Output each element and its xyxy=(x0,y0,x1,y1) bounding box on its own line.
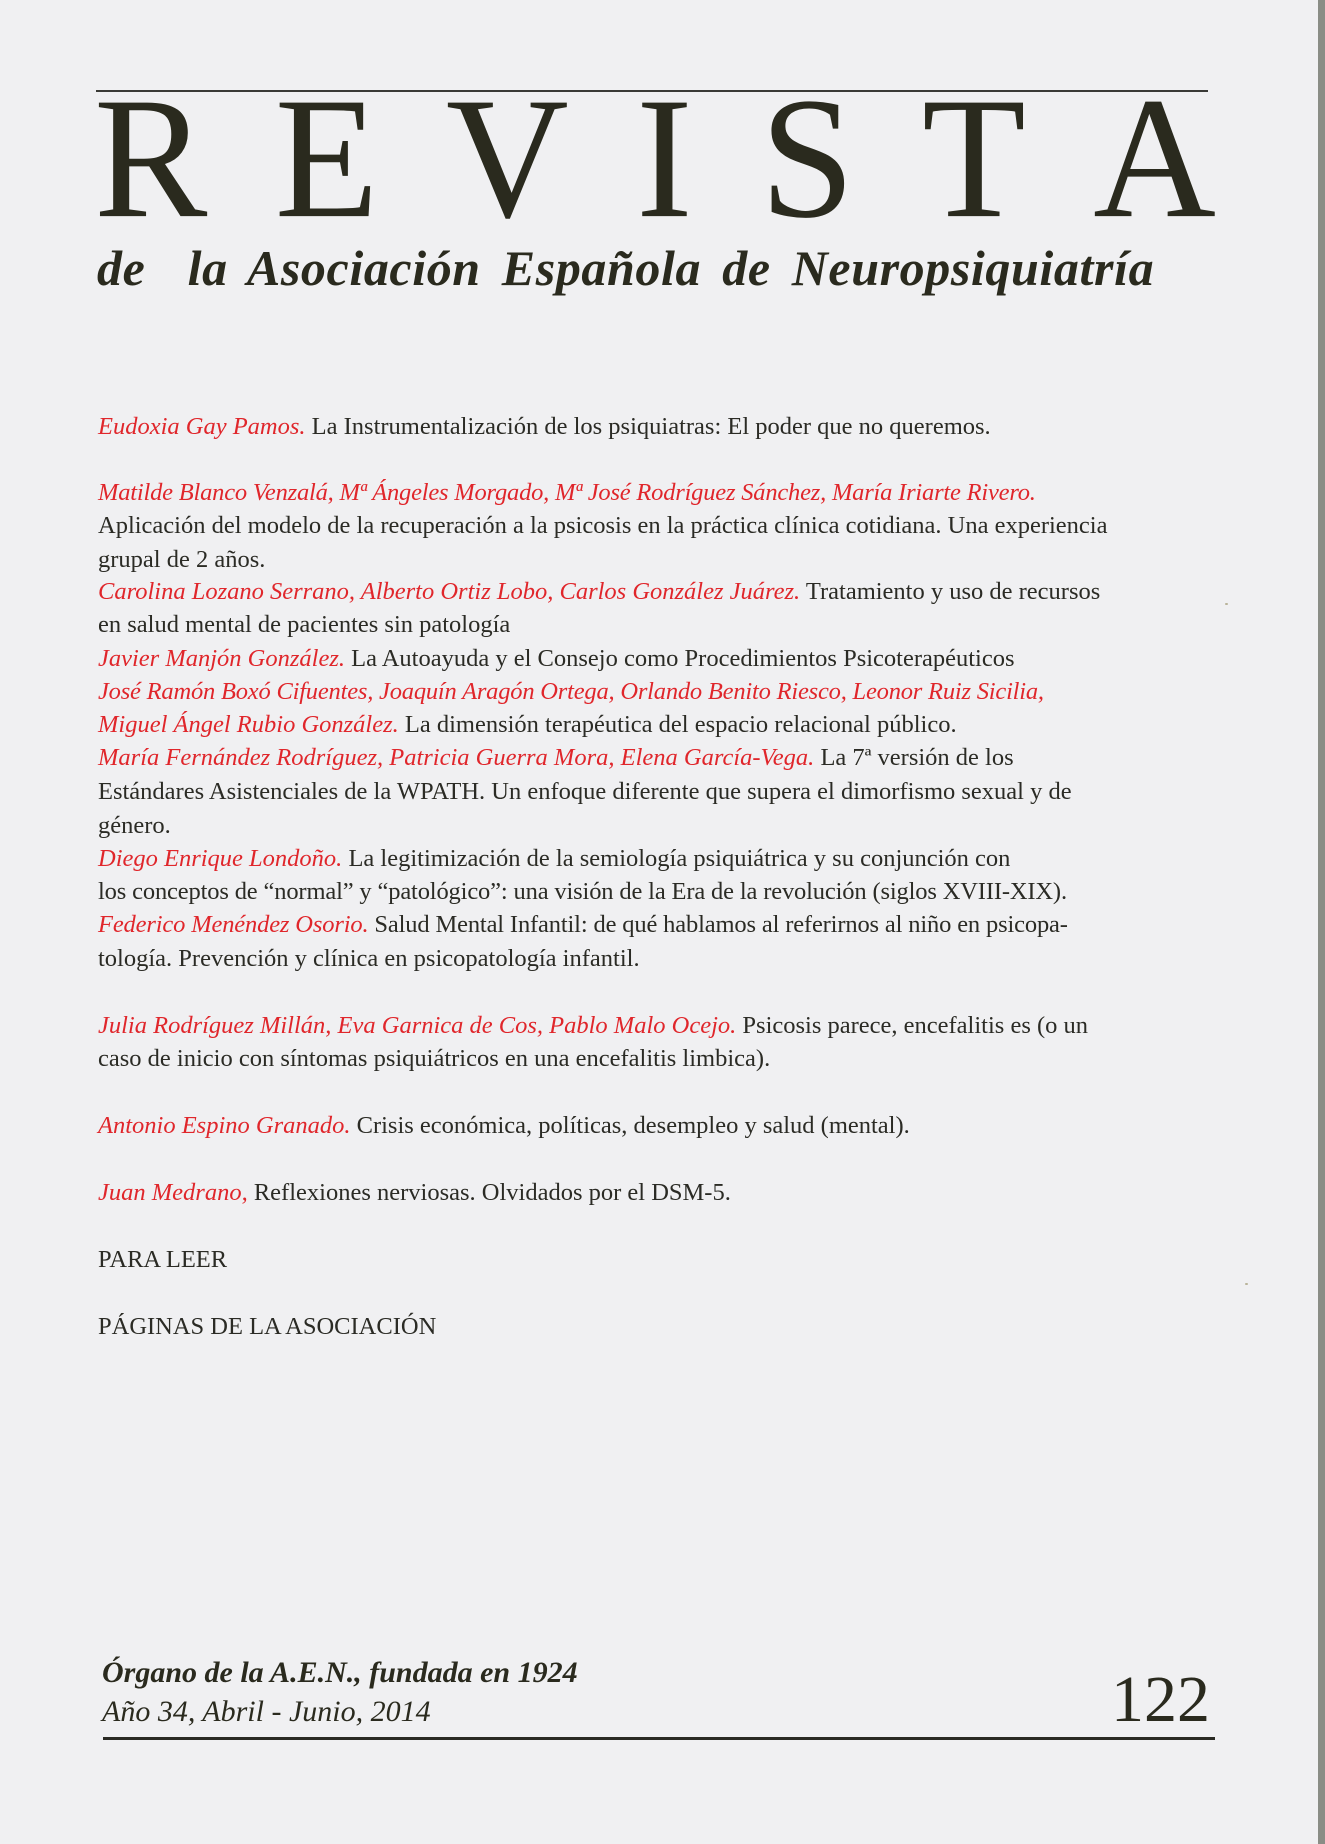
toc-line xyxy=(98,511,1107,541)
journal-subtitle: de la Asociación Española de Neuropsiquiatría xyxy=(97,240,1155,296)
toc-title: Psicosis parece, encefalitis es (o un xyxy=(736,1012,1089,1039)
toc-line xyxy=(98,910,1068,940)
toc-line xyxy=(98,478,1036,508)
toc-line xyxy=(98,743,1014,773)
toc-line xyxy=(98,811,171,841)
toc-line xyxy=(98,844,1010,874)
toc-line xyxy=(98,777,1072,807)
toc-line xyxy=(98,677,1044,707)
toc-line xyxy=(98,1178,731,1208)
toc-title: Aplicación del modelo de la recuperación a la psicosis en la práctica clínica cotidiana. Una experiencia xyxy=(98,512,1108,539)
bottom-rule xyxy=(103,1737,1215,1740)
scan-speck xyxy=(1225,603,1228,605)
toc-author: Federico Menéndez Osorio. xyxy=(98,911,369,938)
journal-title xyxy=(94,62,1216,254)
toc-title: en salud mental de pacientes sin patología xyxy=(98,611,511,638)
toc-line xyxy=(98,412,991,442)
title-letter: V xyxy=(445,62,569,254)
title-letter: I xyxy=(636,62,693,254)
toc-title: Crisis económica, políticas, desempleo y salud (mental). xyxy=(350,1112,910,1139)
toc-title: La legitimización de la semiología psiquiátrica y su conjunción con xyxy=(342,845,1011,872)
title-letter: R xyxy=(94,62,208,254)
toc-author: Javier Manjón González. xyxy=(98,645,345,672)
footer-date: Año 34, Abril - Junio, 2014 xyxy=(102,1695,431,1728)
toc-author: María Fernández Rodríguez, Patricia Guerra Mora, Elena García-Vega. xyxy=(98,744,815,771)
toc-author: Juan Medrano, xyxy=(98,1179,248,1206)
scan-speck xyxy=(1245,1283,1248,1285)
toc-line xyxy=(98,577,1100,607)
toc-line xyxy=(98,1011,1088,1041)
issue-number: 122 xyxy=(1111,1663,1210,1736)
toc-line xyxy=(98,644,1015,674)
toc-title: los conceptos de “normal” y “patológico”: una visión de la Era de la revolución (siglos XVIII-XIX). xyxy=(98,878,1067,905)
toc-line xyxy=(98,610,510,640)
toc-title: Reflexiones nerviosas. Olvidados por el DSM-5. xyxy=(247,1179,731,1206)
toc-title: tología. Prevención y clínica en psicopatología infantil. xyxy=(98,945,640,972)
toc-line xyxy=(98,545,265,575)
title-letter: A xyxy=(1093,62,1216,254)
title-letter: S xyxy=(760,62,855,254)
toc-title: La dimensión terapéutica del espacio relacional público. xyxy=(398,711,957,738)
toc-title: La Autoayuda y el Consejo como Procedimientos Psicoterapéuticos xyxy=(345,645,1015,672)
toc-line xyxy=(98,1044,770,1074)
section-paginas-asociacion: PÁGINAS DE LA ASOCIACIÓN xyxy=(98,1313,437,1340)
toc-title: Estándares Asistenciales de la WPATH. Un enfoque diferente que supera el dimorfismo sexual y de xyxy=(98,778,1072,805)
toc-title: Salud Mental Infantil: de qué hablamos al referirnos al niño en psicopa- xyxy=(368,911,1068,938)
toc-author: Julia Rodríguez Millán, Eva Garnica de Cos, Pablo Malo Ocejo. xyxy=(98,1012,737,1039)
toc-author: José Ramón Boxó Cifuentes, Joaquín Aragón Ortega, Orlando Benito Riesco, Leonor Ruiz Sicilia, xyxy=(98,678,1044,705)
toc-author: Antonio Espino Granado. xyxy=(98,1112,351,1139)
toc-line xyxy=(98,944,640,974)
section-para-leer: PARA LEER xyxy=(98,1246,228,1273)
toc-author: Eudoxia Gay Pamos. xyxy=(98,413,306,440)
toc-author: Matilde Blanco Venzalá, Mª Ángeles Morgado, Mª José Rodríguez Sánchez, María Iriarte Rivero. xyxy=(98,479,1036,506)
toc-title: La Instrumentalización de los psiquiatras: El poder que no queremos. xyxy=(305,413,991,440)
toc-title: grupal de 2 años. xyxy=(98,546,266,573)
title-letter: E xyxy=(274,62,379,254)
toc-line xyxy=(98,877,1067,907)
toc-title: Tratamiento y uso de recursos xyxy=(800,578,1101,605)
toc-title: La 7ª versión de los xyxy=(814,744,1014,771)
footer-organ: Órgano de la A.E.N., fundada en 1924 xyxy=(102,1656,578,1689)
title-letter: T xyxy=(921,62,1026,254)
toc-author: Carolina Lozano Serrano, Alberto Ortiz Lobo, Carlos González Juárez. xyxy=(98,578,801,605)
toc-author: Miguel Ángel Rubio González. xyxy=(98,711,399,738)
page-edge-shadow xyxy=(1318,0,1325,1844)
toc-author: Diego Enrique Londoño. xyxy=(98,845,343,872)
toc-title: caso de inicio con síntomas psiquiátricos en una encefalitis limbica). xyxy=(98,1045,771,1072)
toc-line xyxy=(98,710,957,740)
toc-title: género. xyxy=(98,812,171,839)
toc-line xyxy=(98,1111,910,1141)
